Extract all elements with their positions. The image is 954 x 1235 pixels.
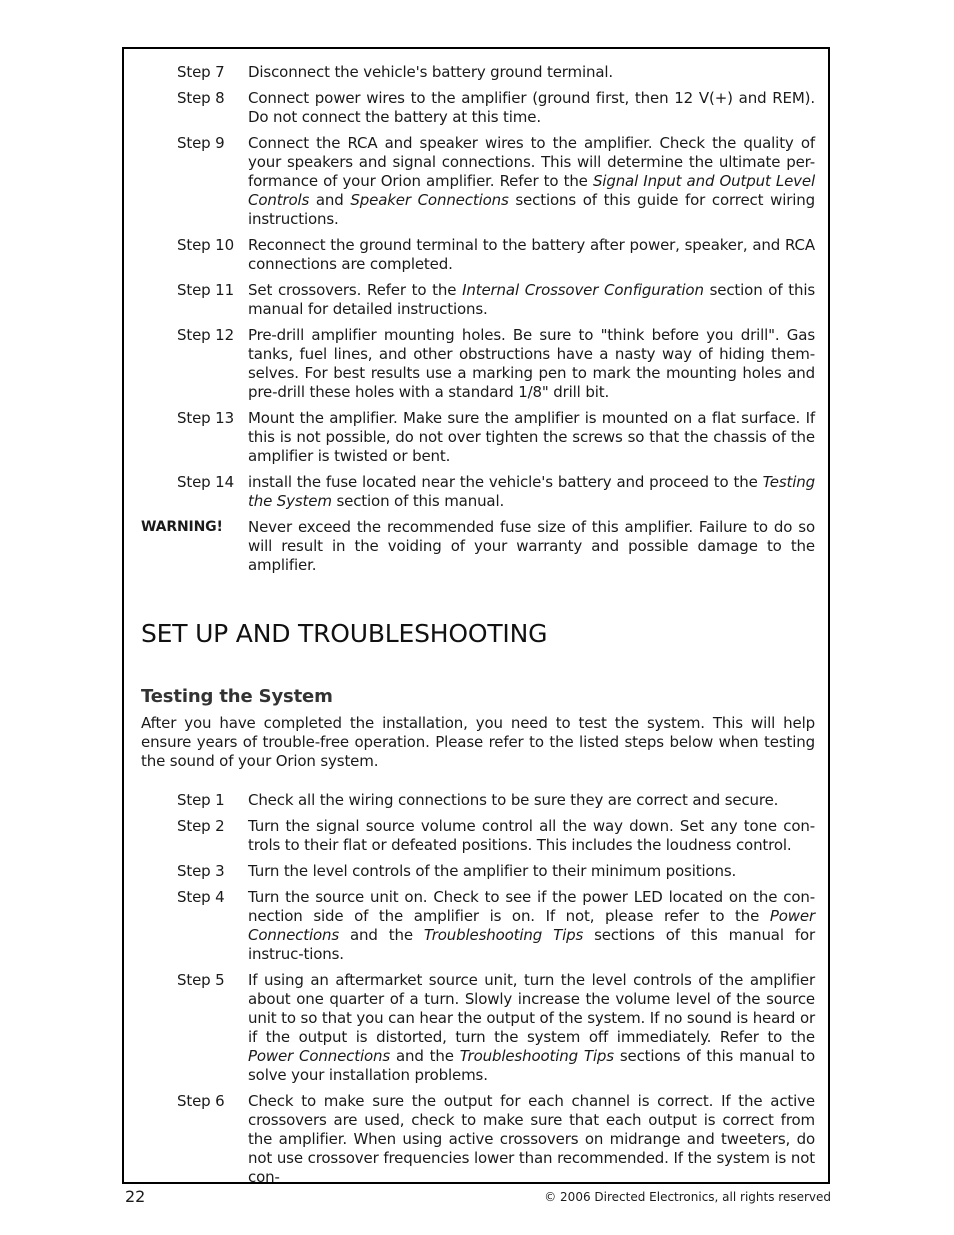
step-item xyxy=(141,971,815,1085)
step-item xyxy=(141,791,815,810)
cross-reference: Signal Input and Output Level Controls xyxy=(248,172,815,209)
step-text xyxy=(248,63,815,82)
text-segment: and the xyxy=(390,1047,460,1065)
step-label: Step 5 xyxy=(177,971,225,989)
step-text xyxy=(248,473,815,511)
step-label: Step 9 xyxy=(177,134,225,152)
step-text xyxy=(248,236,815,274)
step-text xyxy=(248,791,815,810)
step-label: Step 11 xyxy=(177,281,234,299)
cross-reference: Troubleshooting Tips xyxy=(459,1047,614,1065)
step-text xyxy=(248,134,815,229)
warning-text xyxy=(248,518,815,575)
cross-reference: Power Connections xyxy=(248,907,815,944)
step-text xyxy=(248,888,815,964)
text-segment: Turn the level controls of the amplifier to their minimum positions. xyxy=(248,862,737,880)
step-item xyxy=(141,888,815,964)
step-item xyxy=(141,236,815,274)
step-text xyxy=(248,862,815,881)
testing-steps-list xyxy=(141,791,815,1187)
text-segment: section of this manual. xyxy=(331,492,505,510)
step-label: Step 1 xyxy=(177,791,225,809)
text-segment: Disconnect the vehicle's battery ground terminal. xyxy=(248,63,614,81)
text-segment: Connect the RCA and speaker wires to the amplifier. Check the quality of your speakers and signal connections. This will determine the ultimate per-formance of your Orion amplifier. Refer to the xyxy=(248,134,815,190)
step-text xyxy=(248,1092,815,1187)
step-item xyxy=(141,63,815,82)
subsection-title: Testing the System xyxy=(141,686,333,707)
step-item xyxy=(141,817,815,855)
step-label: Step 10 xyxy=(177,236,234,254)
step-text xyxy=(248,971,815,1085)
step-item xyxy=(141,409,815,466)
step-item xyxy=(141,89,815,127)
text-segment: Reconnect the ground terminal to the battery after power, speaker, and RCA connections are completed. xyxy=(248,236,815,273)
warning-label: WARNING! xyxy=(141,519,223,535)
text-segment: and the xyxy=(339,926,424,944)
page-number: 22 xyxy=(125,1187,146,1206)
step-item xyxy=(141,134,815,229)
section-title: SET UP AND TROUBLESHOOTING xyxy=(141,619,548,648)
text-segment: Turn the signal source volume control all the way down. Set any tone con-trols to their flat or defeated positions. This includes the loudness control. xyxy=(248,817,815,854)
text-segment: section of this manual for detailed instructions. xyxy=(248,281,815,318)
warning-item xyxy=(141,518,815,575)
text-segment: Set crossovers. Refer to the xyxy=(248,281,463,299)
step-label: Step 13 xyxy=(177,409,234,427)
intro-paragraph: After you have completed the installation, you need to test the system. This will help ensure years of trouble-free operation. Please refer to the listed steps below when testing the sound of your Orion system. xyxy=(141,714,815,770)
text-segment: and xyxy=(309,191,351,209)
text-segment: Mount the amplifier. Make sure the amplifier is mounted on a flat surface. If this is not possible, do not over tighten the screws so that the chassis of the amplifier is twisted or bent. xyxy=(248,409,815,465)
step-label: Step 3 xyxy=(177,862,225,880)
text-segment: Never exceed the recommended fuse size of this amplifier. Failure to do so will result in the voiding of your warranty and possible damage to the amplifier. xyxy=(248,518,815,574)
step-text xyxy=(248,281,815,319)
text-segment: Check all the wiring connections to be sure they are correct and secure. xyxy=(248,791,779,809)
text-segment: Check to make sure the output for each channel is correct. If the active crossovers are used, check to make sure that each output is correct from the amplifier. When using active crossovers on midrange and tweeters, do not use crossover frequencies lower than recommended. If the system is not con- xyxy=(248,1092,815,1186)
step-label: Step 14 xyxy=(177,473,234,491)
cross-reference: Power Connections xyxy=(248,1047,391,1065)
cross-reference: Internal Crossover Configuration xyxy=(462,281,704,299)
cross-reference: Testing the System xyxy=(248,473,815,510)
text-segment: Turn the source unit on. Check to see if the power LED located on the con-nection side of the amplifier is on. If not, please refer to the xyxy=(248,888,815,925)
installation-steps-list xyxy=(141,63,815,575)
step-text xyxy=(248,409,815,466)
text-segment: sections of this manual to solve your installation problems. xyxy=(248,1047,815,1084)
text-segment: install the fuse located near the vehicle's battery and proceed to the xyxy=(248,473,763,491)
text-segment: Pre-drill amplifier mounting holes. Be sure to "think before you drill". Gas tanks, fuel lines, and other obstructions have a nasty way of hiding them-selves. For best results use a marking pen to mark the mounting holes and pre-drill these holes with a standard 1/8" drill bit. xyxy=(248,326,815,401)
step-text xyxy=(248,817,815,855)
text-segment: sections of this manual for instruc-tions. xyxy=(248,926,815,963)
step-label: Step 2 xyxy=(177,817,225,835)
page-frame xyxy=(122,47,830,1184)
step-label: Step 8 xyxy=(177,89,225,107)
step-label: Step 4 xyxy=(177,888,225,906)
step-label: Step 7 xyxy=(177,63,225,81)
text-segment: sections of this guide for correct wiring instructions. xyxy=(248,191,816,228)
step-item xyxy=(141,473,815,511)
step-text xyxy=(248,326,815,402)
text-segment: Connect power wires to the amplifier (ground first, then 12 V(+) and REM). Do not connect the battery at this time. xyxy=(248,89,815,126)
step-item xyxy=(141,862,815,881)
cross-reference: Speaker Connections xyxy=(350,191,509,209)
step-label: Step 6 xyxy=(177,1092,225,1110)
step-text xyxy=(248,89,815,127)
cross-reference: Troubleshooting Tips xyxy=(423,926,584,944)
step-item xyxy=(141,281,815,319)
step-label: Step 12 xyxy=(177,326,234,344)
page-content xyxy=(141,63,815,1194)
text-segment: If using an aftermarket source unit, turn the level controls of the amplifier about one quarter of a turn. Slowly increase the volume level of the source unit to so that you can hear the output of the system. If no sound is heard or if the output is distorted, turn the system off immediately. Refer to the xyxy=(248,971,815,1046)
step-item xyxy=(141,1092,815,1187)
copyright-notice: © 2006 Directed Electronics, all rights reserved xyxy=(544,1190,831,1204)
step-item xyxy=(141,326,815,402)
